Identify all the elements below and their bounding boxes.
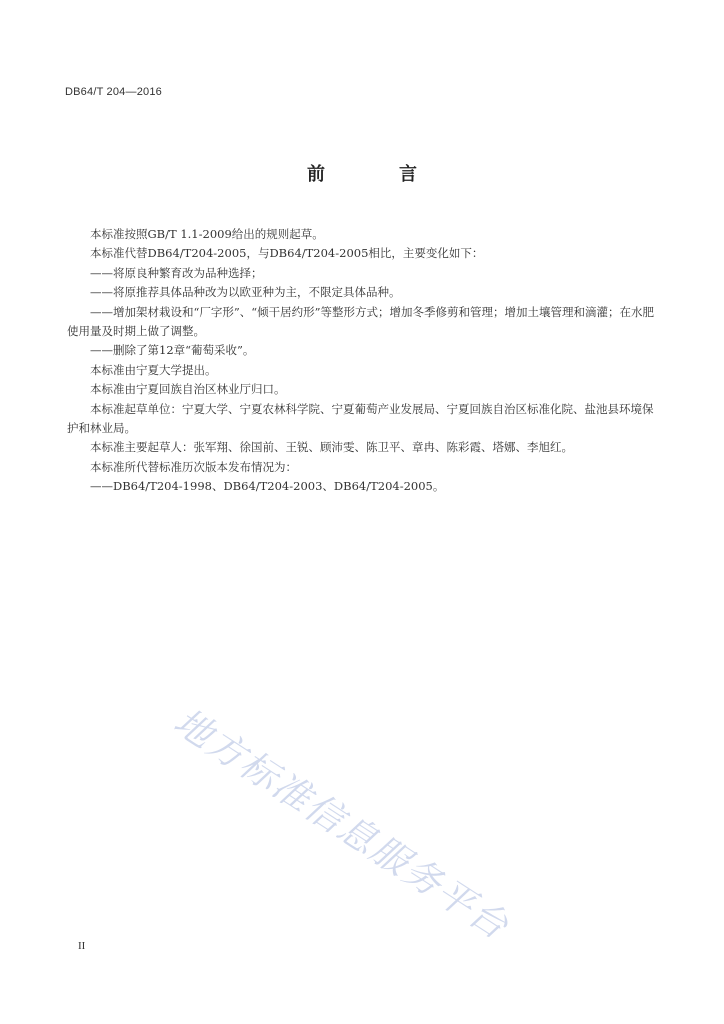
paragraph: ——删除了第12章“葡萄采收”。 [90, 343, 255, 358]
paragraph: ——将原推荐具体品种改为以欧亚种为主，不限定具体品种。 [90, 285, 401, 300]
paragraph: 本标准按照GB/T 1.1-2009给出的规则起草。 [90, 227, 324, 241]
paragraph: 本标准由宁夏大学提出。 [90, 362, 217, 377]
foreword-body [67, 225, 663, 497]
page-title: 前 言 [307, 164, 445, 185]
paragraph: 本标准所代替标准历次版本发布情况为： [90, 459, 297, 474]
paragraph: 本标准由宁夏回族自治区林业厅归口。 [90, 382, 286, 397]
paragraph: 本标准起草单位：宁夏大学、宁夏农林科学院、宁夏葡萄产业发展局、宁夏回族自治区标准化院、盐池县环境保护和林业局。 [67, 401, 654, 436]
watermark: 地方标准信息服务平台 [166, 699, 517, 949]
paragraph: ——增加架材栽设和“厂字形”、“倾干居约形”等整形方式；增加冬季修剪和管理；增加土壤管理和滴灌；在水肥使用量及时期上做了调整。 [67, 304, 655, 339]
paragraph: ——DB64/T204-1998、DB64/T204-2003、DB64/T204-2005。 [90, 479, 445, 494]
standard-code-header: DB64/T 204—2016 [65, 86, 162, 98]
paragraph: 本标准代替DB64/T204-2005，与DB64/T204-2005相比，主要变化如下： [90, 246, 484, 261]
page-number: II [78, 940, 86, 952]
paragraph: 本标准主要起草人：张军翔、徐国前、王锐、顾沛雯、陈卫平、章冉、陈彩霞、塔娜、李旭红。 [90, 440, 573, 455]
paragraph: ——将原良种繁育改为品种选择； [90, 265, 263, 280]
